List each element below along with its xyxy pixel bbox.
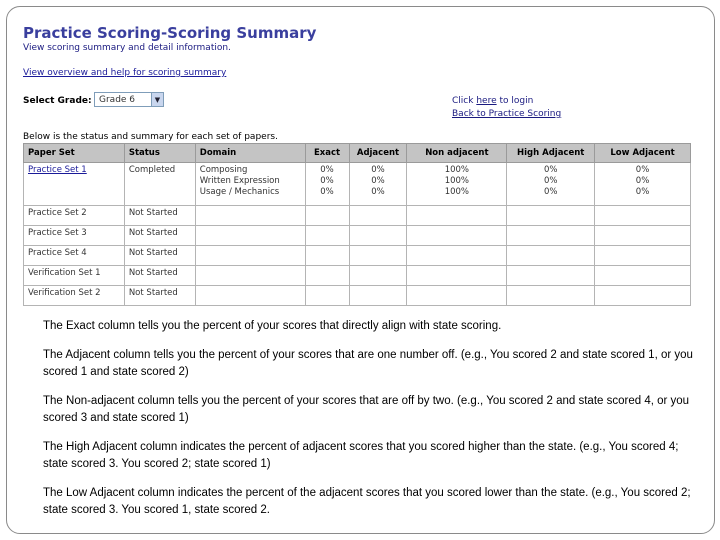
domain-cell [195,163,305,206]
select-grade-label: Select Grade: [23,96,92,106]
domain-written-expression: Written Expression [199,176,280,186]
non-adjacent-value: 100% [444,165,470,175]
low-adjacent-value: 0% [635,176,650,186]
non-adjacent-value: 100% [444,176,470,186]
low-adjacent-value: 0% [635,187,650,197]
domain-usage-mechanics: Usage / Mechanics [199,187,280,197]
status-cell: Not Started [124,206,195,226]
note-non-adjacent: The Non-adjacent column tells you the percent of your scores that are off by two. (e.g., You scored 2 and state scored 4, or you scored 3 and state scored 1) [43,394,690,424]
paper-set-cell: Practice Set 3 [24,226,125,246]
exact-value: 0% [320,165,334,175]
status-cell: Not Started [124,246,195,266]
header-adjacent: Adjacent [349,144,407,163]
status-summary-intro: Below is the status and summary for each set of papers. [23,132,278,142]
paper-set-cell: Practice Set 2 [24,206,125,226]
non-adjacent-cell [407,163,507,206]
note-exact: The Exact column tells you the percent of your scores that directly align with state scoring. [43,320,502,332]
note-low-adjacent: The Low Adjacent column indicates the percent of the adjacent scores that you scored lower than the state. (e.g., You scored 2; state scored 3. You scored 1, state scored 2. [43,486,691,516]
note-adjacent: The Adjacent column tells you the percent of your scores that are one number off. (e.g., You scored 2 and state scored 1, or you scored 1 and state scored 2) [43,348,693,378]
header-paper-set: Paper Set [24,144,125,163]
page-subtitle: View scoring summary and detail information. [23,43,231,53]
table-header-row [24,144,691,163]
adjacent-value: 0% [371,176,385,186]
practice-set-1-link[interactable]: Practice Set 1 [28,165,87,175]
grade-select-value: Grade 6 [99,94,136,105]
table-row [24,286,691,306]
paper-set-cell: Verification Set 1 [24,266,125,286]
header-low-adjacent: Low Adjacent [595,144,691,163]
table-row [24,206,691,226]
adjacent-value: 0% [371,187,385,197]
paper-set-cell: Verification Set 2 [24,286,125,306]
table-row [24,266,691,286]
adjacent-value: 0% [371,165,385,175]
table-row [24,163,691,206]
login-suffix: to login [499,96,534,106]
exact-cell [305,163,349,206]
grade-select[interactable] [94,92,164,107]
note-high-adjacent: The High Adjacent column indicates the percent of adjacent scores that you scored higher than the state. (e.g., You scored 4; state scored 3. You scored 2; state scored 1) [43,440,679,470]
low-adjacent-cell [595,163,691,206]
exact-value: 0% [320,176,334,186]
table-row [24,226,691,246]
low-adjacent-value: 0% [635,165,650,175]
paper-set-cell: Practice Set 4 [24,246,125,266]
page-title: Practice Scoring-Scoring Summary [23,24,317,42]
status-cell: Not Started [124,266,195,286]
login-here-link[interactable]: here [476,96,497,106]
scoring-summary-table [23,143,691,306]
status-cell: Completed [124,163,195,206]
high-adjacent-value: 0% [543,165,558,175]
column-explanations [43,318,693,531]
exact-value: 0% [320,187,334,197]
high-adjacent-cell [507,163,595,206]
header-high-adjacent: High Adjacent [507,144,595,163]
status-cell: Not Started [124,286,195,306]
login-prefix: Click [452,96,474,106]
non-adjacent-value: 100% [444,187,470,197]
header-domain: Domain [195,144,305,163]
header-exact: Exact [305,144,349,163]
high-adjacent-value: 0% [543,187,558,197]
adjacent-cell [349,163,407,206]
high-adjacent-value: 0% [543,176,558,186]
login-line [452,96,533,106]
table-row [24,246,691,266]
header-non-adjacent: Non adjacent [407,144,507,163]
status-cell: Not Started [124,226,195,246]
back-to-practice-scoring-link[interactable]: Back to Practice Scoring [452,109,562,119]
domain-composing: Composing [199,165,248,175]
chevron-down-icon[interactable]: ▼ [151,93,163,106]
header-status: Status [124,144,195,163]
paper-set-cell[interactable] [24,163,125,206]
overview-help-link[interactable]: View overview and help for scoring summary [23,68,227,78]
